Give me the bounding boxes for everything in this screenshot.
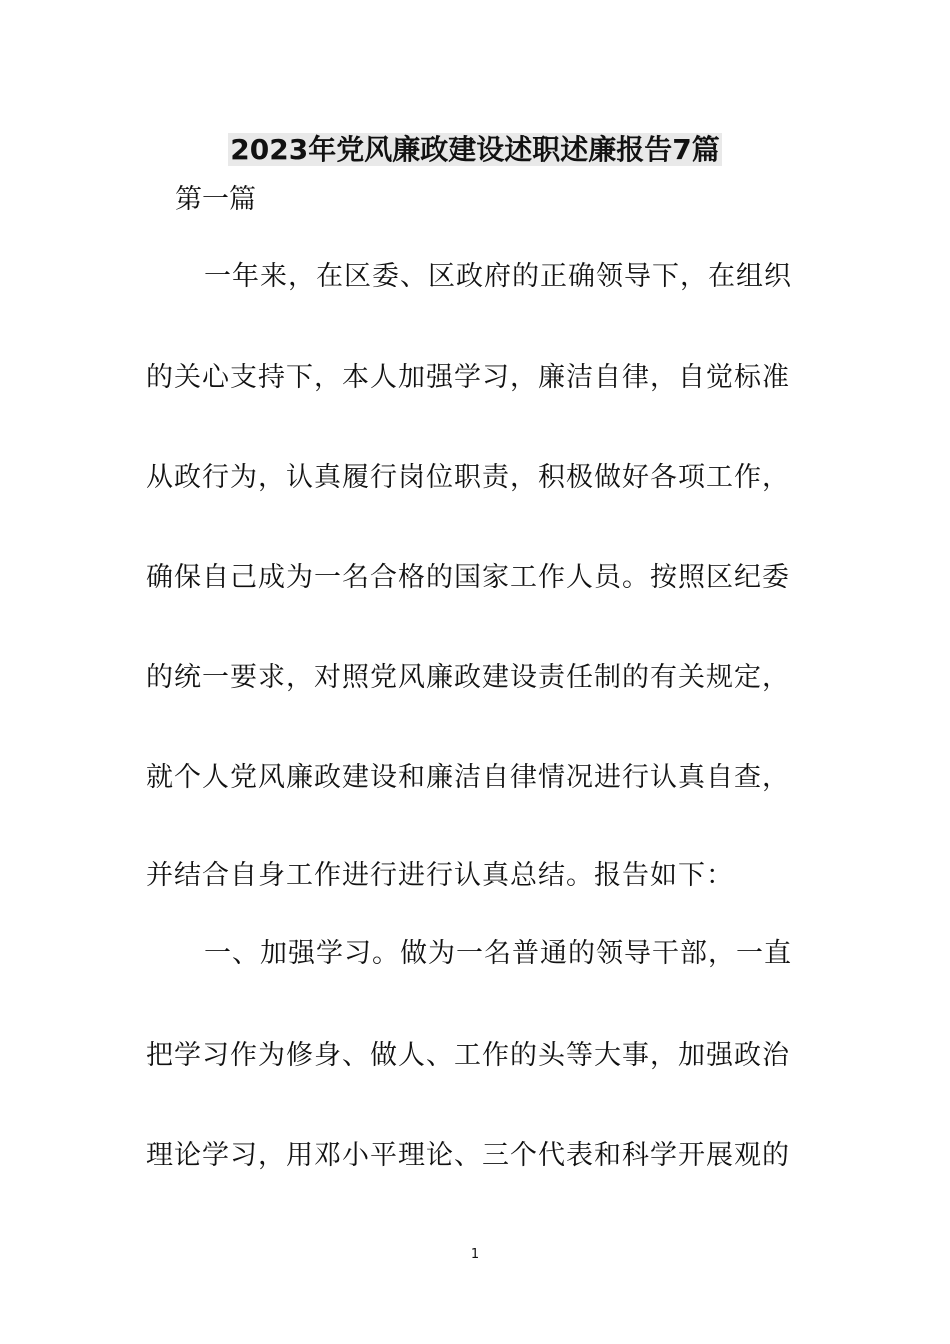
body-line-7: 并结合自身工作进行进行认真总结。报告如下： xyxy=(146,860,734,891)
body-line-6: 就个人党风廉政建设和廉洁自律情况进行认真自查， xyxy=(146,762,790,793)
document-title-text: 2023年党风廉政建设述职述廉报告7篇 xyxy=(230,133,720,166)
body-line-1: 一年来，在区委、区政府的正确领导下，在组织 xyxy=(204,261,792,292)
body-line-9: 把学习作为修身、做人、工作的头等大事，加强政治 xyxy=(146,1040,790,1071)
body-line-8: 一、加强学习。做为一名普通的领导干部，一直 xyxy=(204,938,792,969)
body-line-4: 确保自己成为一名合格的国家工作人员。按照区纪委 xyxy=(146,562,790,593)
page-number: 1 xyxy=(470,1247,480,1262)
body-line-2: 的关心支持下，本人加强学习，廉洁自律，自觉标准 xyxy=(146,362,790,393)
document-title xyxy=(0,128,950,172)
body-line-3: 从政行为，认真履行岗位职责，积极做好各项工作， xyxy=(146,462,790,493)
body-line-10: 理论学习，用邓小平理论、三个代表和科学开展观的 xyxy=(146,1140,790,1171)
body-line-5: 的统一要求，对照党风廉政建设责任制的有关规定， xyxy=(146,662,790,693)
section-heading: 第一篇 xyxy=(175,184,256,215)
